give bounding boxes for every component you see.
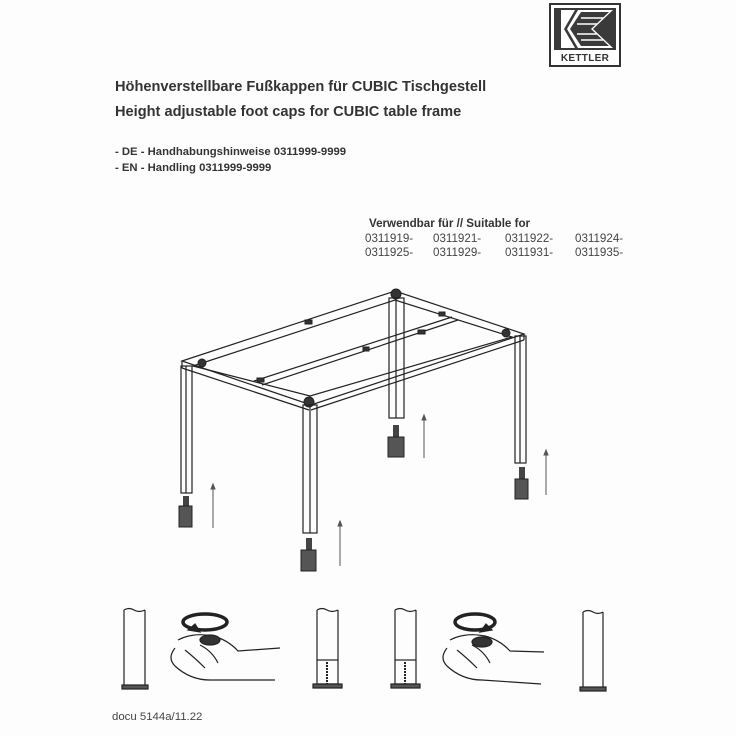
step-illustrations	[122, 609, 606, 692]
hand-rotate-counterclockwise-icon	[443, 614, 544, 684]
logo-text: KETTLER	[560, 53, 610, 64]
foot-cap-icon	[179, 425, 528, 571]
article-code: 0311924-	[575, 232, 624, 245]
hand-rotate-clockwise-icon	[171, 614, 280, 680]
title-en: Height adjustable foot caps for CUBIC table frame	[115, 104, 462, 120]
article-code: 0311935-	[575, 246, 624, 259]
document-reference: docu 5144a/11.22	[112, 711, 203, 723]
article-code: 0311922-	[505, 232, 554, 245]
handling-de: - DE - Handhabungshinweise 0311999-9999	[115, 146, 347, 158]
handling-en: - EN - Handling 0311999-9999	[115, 162, 272, 174]
suitable-for-heading: Verwendbar für // Suitable for	[369, 217, 531, 230]
article-code: 0311929-	[433, 246, 482, 259]
article-code: 0311921-	[433, 232, 482, 245]
title-de: Höhenverstellbare Fußkappen für CUBIC Tischgestell	[115, 79, 487, 95]
article-code: 0311931-	[505, 246, 554, 259]
article-code: 0311919-	[365, 232, 414, 245]
article-code: 0311925-	[365, 246, 414, 259]
